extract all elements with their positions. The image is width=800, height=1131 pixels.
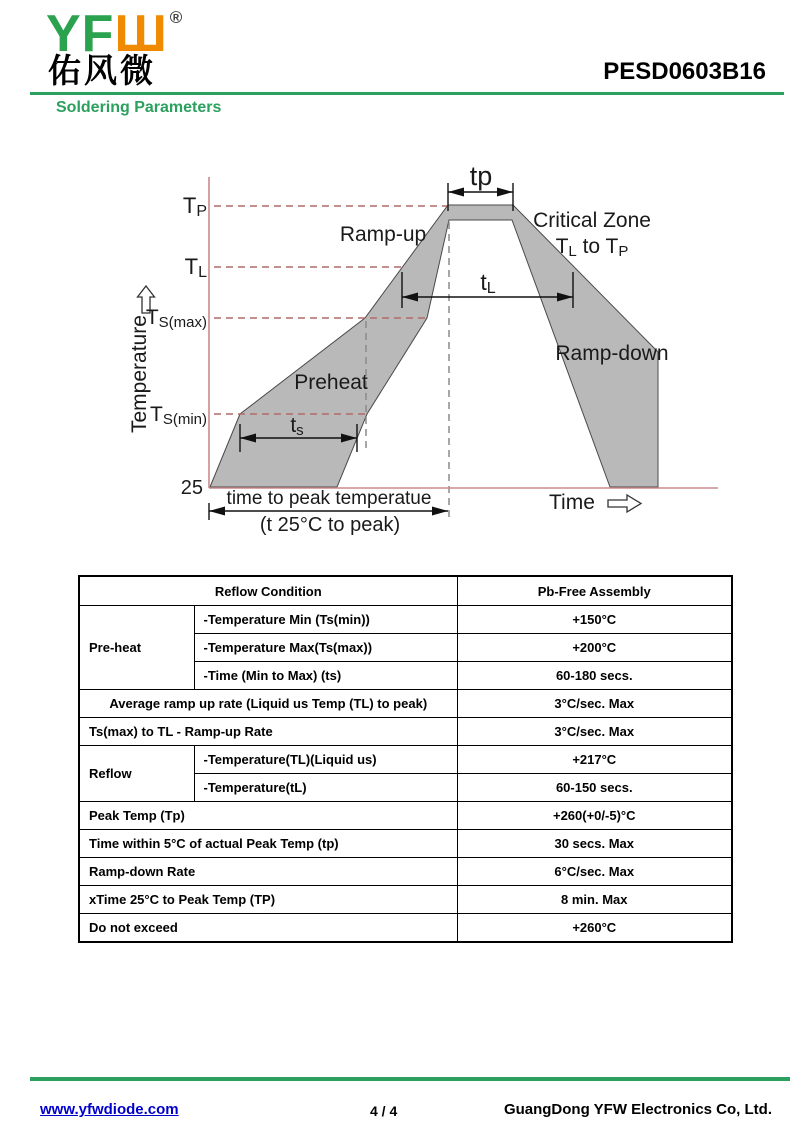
group-reflow: Reflow bbox=[79, 746, 194, 802]
label-time-axis: Time bbox=[549, 491, 595, 514]
label-ts-dim: ts bbox=[290, 414, 304, 439]
cond-cell: Ts(max) to TL - Ramp-up Rate bbox=[79, 718, 457, 746]
time-to-peak-arrow-left bbox=[209, 507, 225, 516]
page-number: 4 / 4 bbox=[370, 1103, 398, 1119]
label-ramp-up: Ramp-up bbox=[339, 223, 427, 246]
footer-divider bbox=[30, 1077, 790, 1081]
tp-arrow-right bbox=[497, 188, 513, 197]
cond-cell: Peak Temp (Tp) bbox=[79, 802, 457, 830]
registered-trademark-icon: ® bbox=[169, 8, 184, 27]
time-axis-arrow-icon bbox=[608, 495, 641, 512]
tp-arrow-left bbox=[448, 188, 464, 197]
label-Tsmax: TS(max) bbox=[145, 306, 207, 331]
value-cell: 6°C/sec. Max bbox=[457, 858, 732, 886]
logo-text-green: YF bbox=[46, 5, 115, 63]
label-Tp: TP bbox=[182, 193, 207, 220]
label-preheat: Preheat bbox=[294, 371, 368, 394]
value-cell: 60-150 secs. bbox=[457, 774, 732, 802]
cond-cell: Do not exceed bbox=[79, 914, 457, 943]
part-number: PESD0603B16 bbox=[603, 58, 766, 85]
company-name: GuangDong YFW Electronics Co, Ltd. bbox=[503, 1101, 772, 1118]
table-row bbox=[79, 802, 732, 830]
cond-cell: -Temperature(tL) bbox=[194, 774, 457, 802]
reflow-profile-diagram bbox=[0, 0, 800, 560]
label-TL: TL bbox=[184, 254, 207, 281]
value-cell: +200°C bbox=[457, 634, 732, 662]
value-cell: +260(+0/-5)°C bbox=[457, 802, 732, 830]
table-row bbox=[79, 718, 732, 746]
logo-chinese-name: 佑风微 bbox=[48, 52, 156, 89]
cond-cell: -Temperature Max(Ts(max)) bbox=[194, 634, 457, 662]
value-cell: 8 min. Max bbox=[457, 886, 732, 914]
cond-cell: Average ramp up rate (Liquid us Temp (TL) to peak) bbox=[79, 690, 457, 718]
table-row bbox=[79, 858, 732, 886]
value-cell: +150°C bbox=[457, 606, 732, 634]
table-row bbox=[79, 886, 732, 914]
reflow-condition-table bbox=[78, 575, 733, 943]
time-to-peak-arrow-right bbox=[432, 507, 448, 516]
table-row bbox=[79, 746, 732, 774]
table-row bbox=[79, 830, 732, 858]
value-cell: 3°C/sec. Max bbox=[457, 690, 732, 718]
cond-cell: -Time (Min to Max) (ts) bbox=[194, 662, 457, 690]
label-Tsmin: TS(min) bbox=[150, 403, 207, 428]
page-title: Soldering Parameters bbox=[56, 99, 222, 116]
table-row bbox=[79, 606, 732, 634]
table-row bbox=[79, 690, 732, 718]
cond-cell: xTime 25°C to Peak Temp (TP) bbox=[79, 886, 457, 914]
value-cell: 60-180 secs. bbox=[457, 662, 732, 690]
label-time-to-peak-1: time to peak temperatue bbox=[226, 488, 432, 509]
label-tp: tp bbox=[469, 161, 493, 191]
logo-text-orange: Ш bbox=[114, 5, 168, 63]
cond-cell: Time within 5°C of actual Peak Temp (tp) bbox=[79, 830, 457, 858]
label-origin-25: 25 bbox=[180, 477, 203, 499]
col-header-pb-free: Pb-Free Assembly bbox=[457, 576, 732, 606]
cond-cell: -Temperature Min (Ts(min)) bbox=[194, 606, 457, 634]
label-tL-dim: tL bbox=[480, 269, 496, 297]
table-header-row bbox=[79, 576, 732, 606]
label-ramp-down: Ramp-down bbox=[555, 342, 669, 365]
website-link[interactable]: www.yfwdiode.com bbox=[40, 1101, 179, 1118]
cond-cell: -Temperature(TL)(Liquid us) bbox=[194, 746, 457, 774]
col-header-reflow-condition: Reflow Condition bbox=[79, 576, 457, 606]
value-cell: +260°C bbox=[457, 914, 732, 943]
value-cell: 3°C/sec. Max bbox=[457, 718, 732, 746]
value-cell: 30 secs. Max bbox=[457, 830, 732, 858]
table-row bbox=[79, 914, 732, 943]
label-critical-zone-2: TL to TP bbox=[555, 235, 629, 260]
cond-cell: Ramp-down Rate bbox=[79, 858, 457, 886]
label-temperature-axis: Temperature bbox=[128, 315, 151, 433]
value-cell: +217°C bbox=[457, 746, 732, 774]
label-time-to-peak-2: (t 25°C to peak) bbox=[259, 514, 401, 536]
group-preheat: Pre-heat bbox=[79, 606, 194, 690]
label-critical-zone-1: Critical Zone bbox=[533, 209, 651, 232]
